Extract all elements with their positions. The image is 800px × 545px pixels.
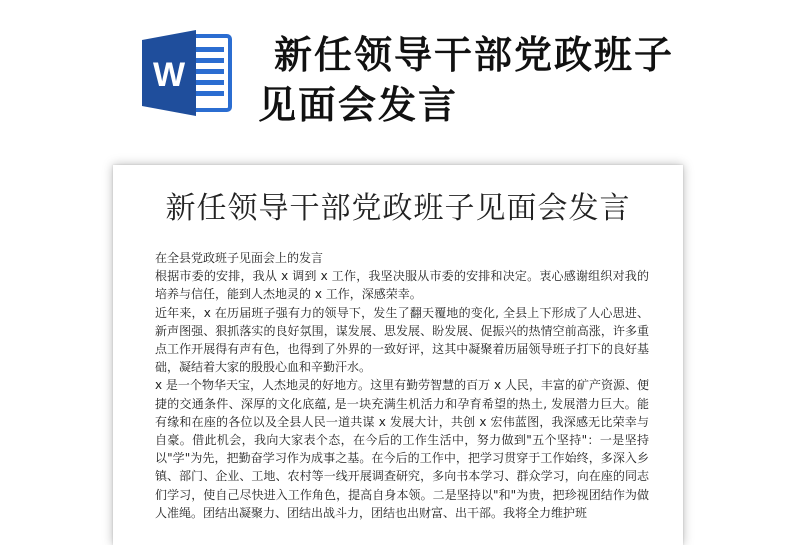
document-paragraph: x 是一个物华天宝，人杰地灵的好地方。这里有勤劳智慧的百万 x 人民，丰富的矿产资源、便捷的交通条件、深厚的文化底蕴, 是一块充满生机活力和孕育希望的热土, 发展潜力巨大。能有缘和在座的各位以及全县人民一道共谋 x 发展大计，共创 x 宏伟蓝图，我深感无比荣幸与自豪。借此机会，我向大家表个态，在今后的工作生活中，努力做到"五个坚持"：一是坚持以"学"为先，把勤奋学习作为成事之基。在今后的工作中，把学习贯穿于工作始终，多深入乡镇、部门、企业、工地、农村等一线开展调查研究，多向书本学习、群众学习，向在座的同志们学习，使自己尽快进入工作角色，提高自身本领。二是坚持以"和"为贵，把珍视团结作为做人准绳。团结出凝聚力、团结出战斗力，团结也出财富、出干部。我将全力维护班: [155, 378, 649, 520]
document-paragraph: 近年来，x 在历届班子强有力的领导下，发生了翻天覆地的变化, 全县上下形成了人心思进、新声图强、狠抓落实的良好氛围，谋发展、思发展、盼发展、促振兴的热情空前高涨，许多重点工作开展得有声有色，也得到了外界的一致好评，这其中凝聚着历届领导班子打下的良好基础，凝结着大家的殷殷心血和辛勤汗水。: [155, 305, 649, 375]
document-paragraph: 在全县党政班子见面会上的发言: [155, 251, 324, 265]
document-body: [155, 249, 649, 522]
word-icon: [140, 28, 232, 118]
document-paragraph: 根据市委的安排，我从 x 调到 x 工作，我坚决服从市委的安排和决定。衷心感谢组织对我的培养与信任，能到人杰地灵的 x 工作，深感荣幸。: [155, 269, 649, 302]
document-page: [113, 165, 683, 545]
document-title: 新任领导干部党政班子见面会发言: [165, 191, 631, 226]
word-icon-letter: W: [152, 56, 186, 94]
header-banner: [0, 0, 800, 150]
page-title: 新任领导干部党政班子见面会发言: [258, 33, 675, 127]
